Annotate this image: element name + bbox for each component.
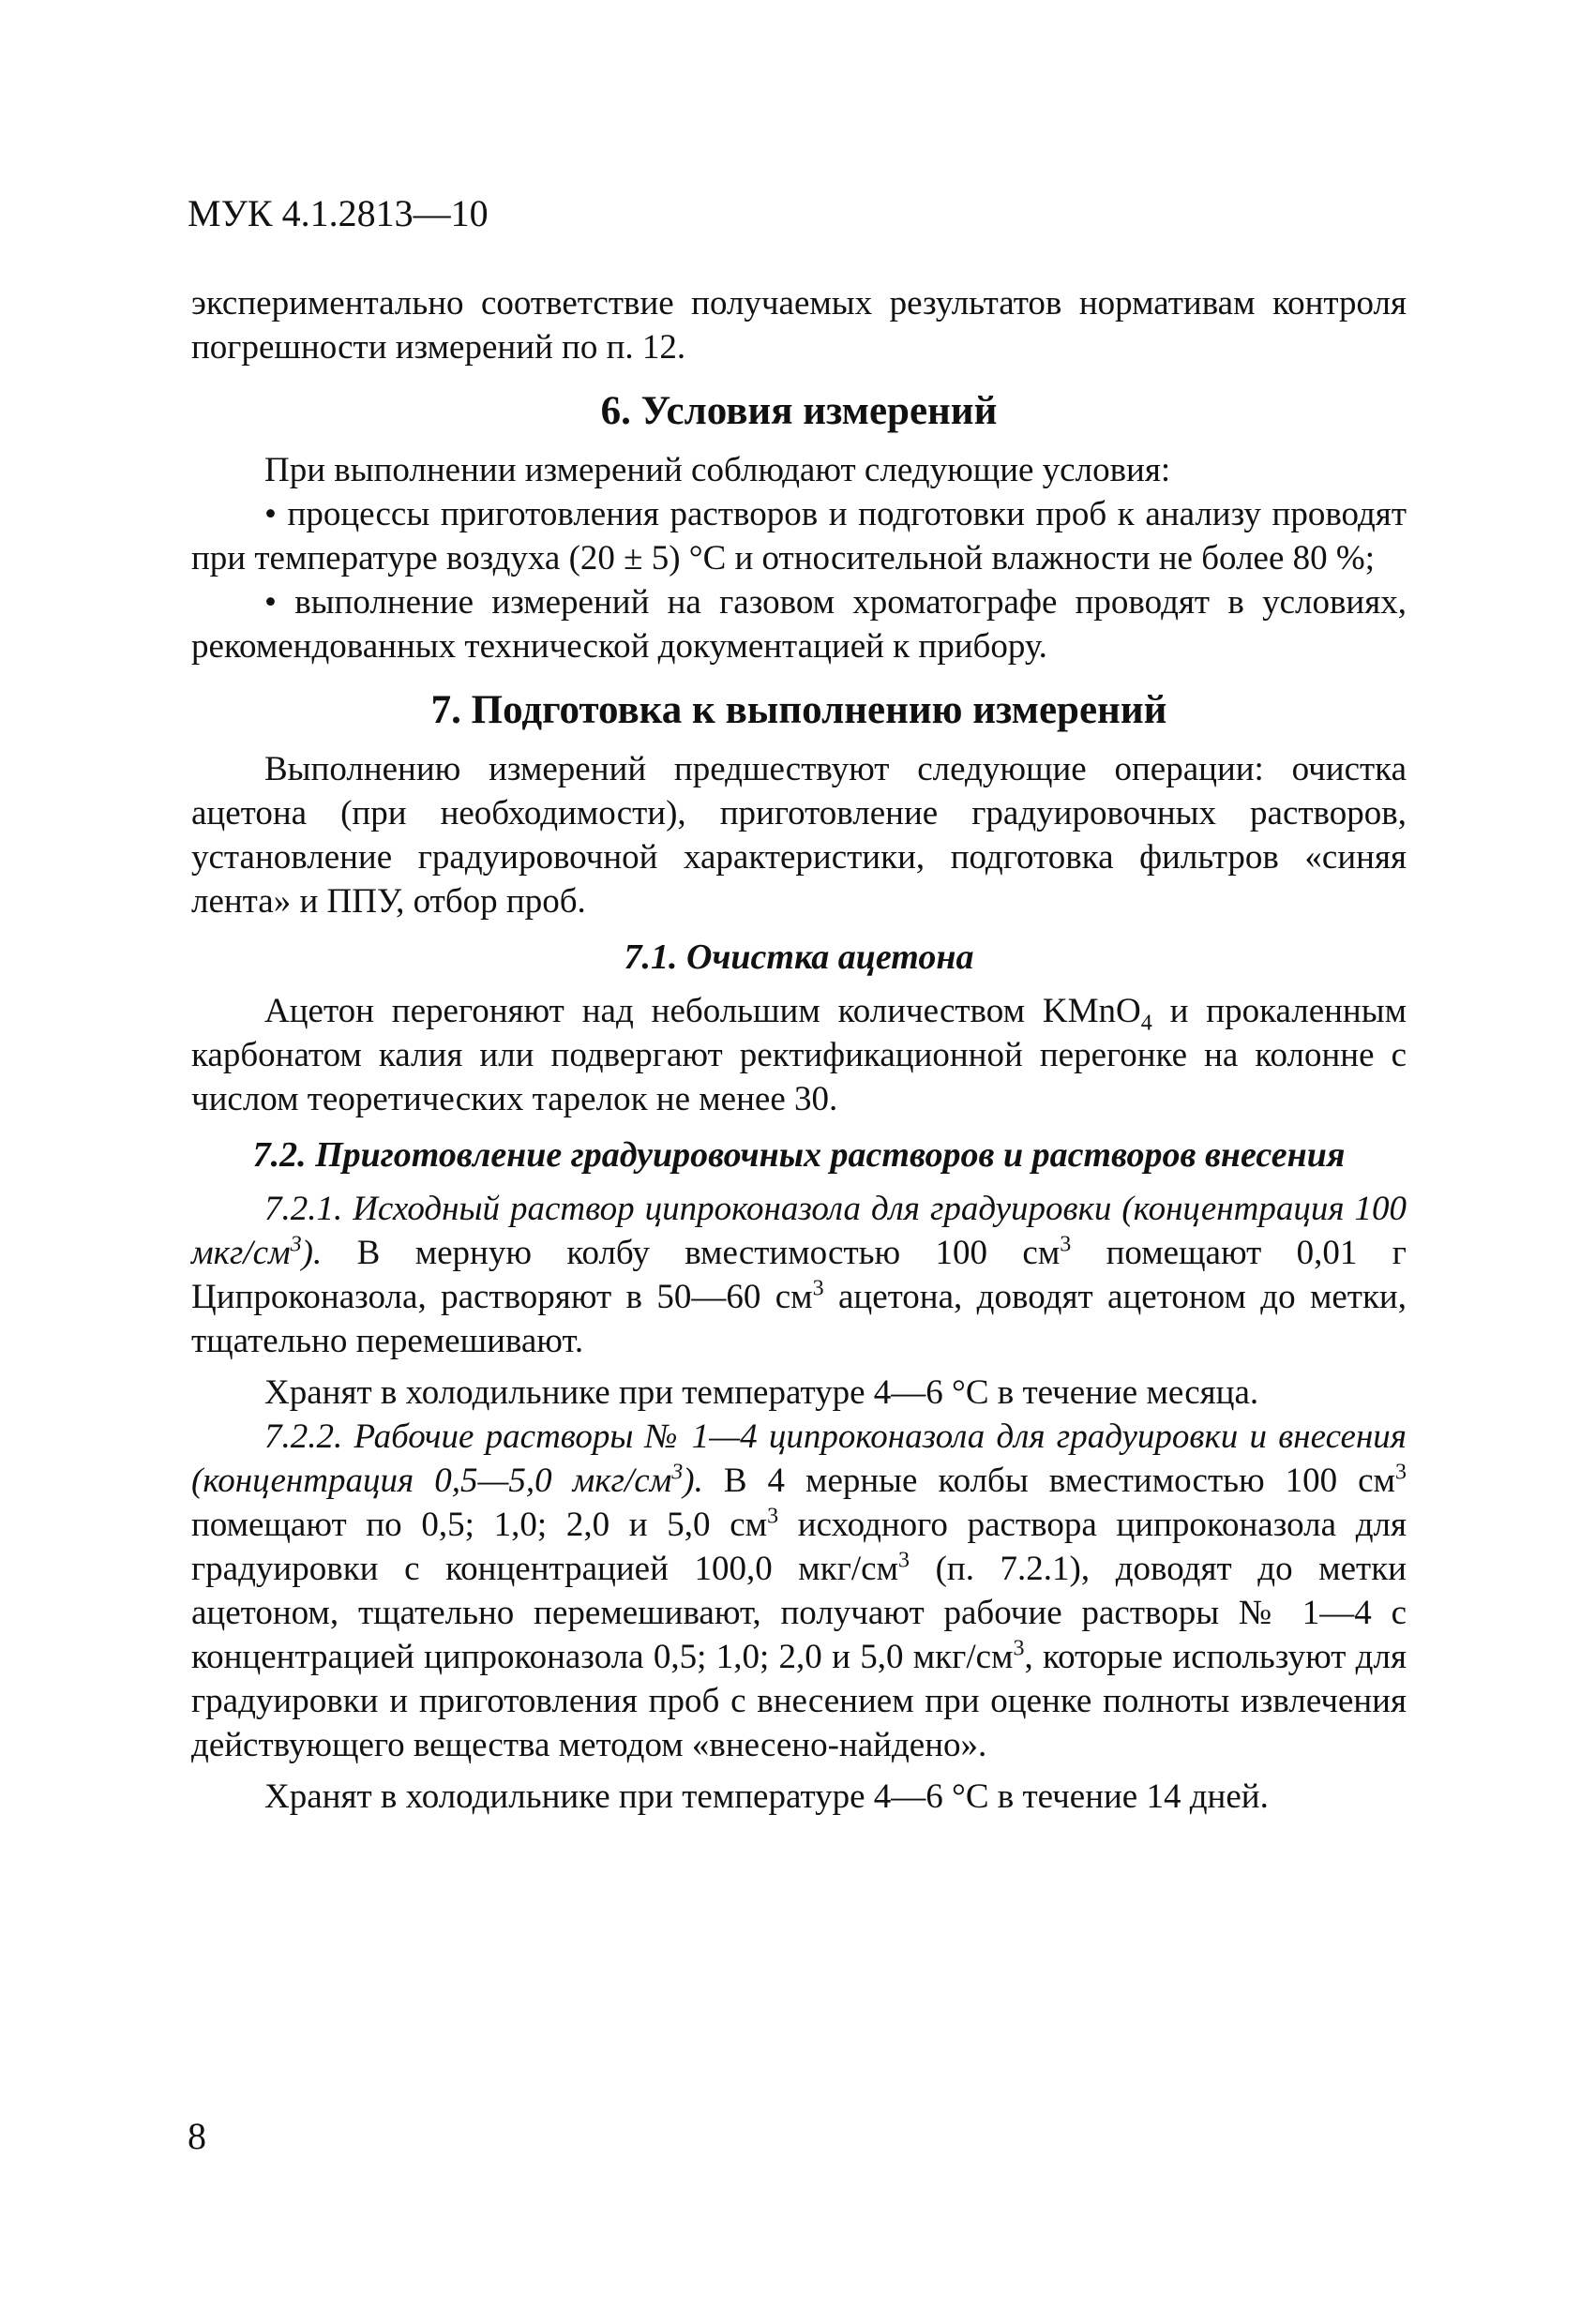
superscript: 3 [1395, 1460, 1407, 1485]
storage-note-2: Хранят в холодильнике при температуре 4—6 °С в течение 14 дней. [264, 1777, 1269, 1816]
section-6-title: 6. Условия измерений [600, 389, 998, 433]
section-7-paragraph: Выполнению измерений предшествуют следующие операции: очистка ацетона (при необходимости), приготовление градуировочных растворов, установление градуировочной характеристики, подготовка фильтров «синяя лента» и ППУ, отбор проб. [191, 750, 1407, 921]
section-6-bullet-2: • выполнение измерений на газовом хроматографе проводят в условиях, рекомендованных технической документацией к прибору. [191, 583, 1407, 666]
superscript: 3 [767, 1504, 779, 1529]
section-7-2-2-text-4: (п. 7.2.1), доводят до метки ацетоном, тщательно перемешивают, получают рабочие растворы № 1—4 с концентрацией ципроконазола 0,5; 1,0; 2,0 и 5,0 мкг/см [191, 1550, 1407, 1676]
section-7-1-text-b: и прокаленным карбонатом калия или подвергают ректификационной перегонке на колонне с числом теоретических тарелок не менее 30. [191, 992, 1407, 1118]
section-7-1-text-a: Ацетон перегоняют над небольшим количеством KMnO [264, 992, 1141, 1030]
section-7-2-1-text-2: помещают 0,01 г Ципроконазола, растворяют в 50—60 см [191, 1234, 1407, 1316]
superscript: 3 [1060, 1232, 1072, 1257]
superscript: 3 [671, 1460, 684, 1485]
kmno4-subscript: 4 [1140, 1011, 1152, 1036]
section-7-2-1-paragraph [191, 1187, 1407, 1363]
section-6-bullet-1: • процессы приготовления растворов и подготовки проб к анализу проводят при температуре воздуха (20 ± 5) °С и относительной влажности не более 80 %; [191, 495, 1407, 577]
storage-note-1: Хранят в холодильнике при температуре 4—6 °С в течение месяца. [264, 1373, 1259, 1412]
section-7-2-2-heading-b: ). [683, 1462, 703, 1500]
section-7-1-paragraph [191, 989, 1407, 1121]
intro-paragraph: экспериментально соответствие получаемых результатов нормативам контроля погрешности измерений по п. 12. [191, 284, 1407, 367]
superscript: 3 [897, 1548, 910, 1573]
section-7-2-1-heading-a: 7.2.1. Исходный раствор ципроконазола для градуировки (концентрация 100 мкг/см [191, 1190, 1407, 1272]
section-7-1-title: 7.1. Очистка ацетона [624, 937, 974, 977]
section-7-2-2-text-2: помещают по 0,5; 1,0; 2,0 и 5,0 см [191, 1506, 768, 1544]
section-7-2-2-heading-a: 7.2.2. Рабочие растворы № 1—4 ципроконазола для градуировки и внесения (концентрация 0,5—5,0 мкг/см [191, 1417, 1407, 1500]
section-7-2-1-heading-b: ). [301, 1234, 323, 1272]
section-7-2-1-text-1: В мерную колбу вместимостью 100 см [322, 1234, 1061, 1272]
page-number: 8 [188, 2115, 206, 2157]
page-body [191, 281, 1407, 1819]
section-7-2-1-text-3: ацетона, доводят ацетоном до метки, тщательно перемешивают. [191, 1278, 1407, 1360]
section-7-title: 7. Подготовка к выполнению измерений [430, 688, 1167, 732]
section-7-2-2-text-5: , которые используют для градуировки и приготовления проб с внесением при оценке полноты извлечения действующего вещества методом «внесено-найдено». [191, 1638, 1407, 1764]
superscript: 3 [290, 1232, 302, 1257]
section-6-lead: При выполнении измерений соблюдают следующие условия: [264, 451, 1171, 489]
superscript: 3 [812, 1276, 824, 1301]
section-7-2-2-text-3: исходного раствора ципроконазола для градуировки с концентрацией 100,0 мкг/см [191, 1506, 1407, 1588]
document-code: МУК 4.1.2813—10 [188, 192, 489, 234]
section-7-2-title: 7.2. Приготовление градуировочных растворов и растворов внесения [252, 1135, 1346, 1175]
superscript: 3 [1013, 1636, 1025, 1661]
section-7-2-2-text-1: В 4 мерные колбы вместимостью 100 см [702, 1462, 1396, 1500]
section-7-2-2-paragraph [191, 1415, 1407, 1767]
